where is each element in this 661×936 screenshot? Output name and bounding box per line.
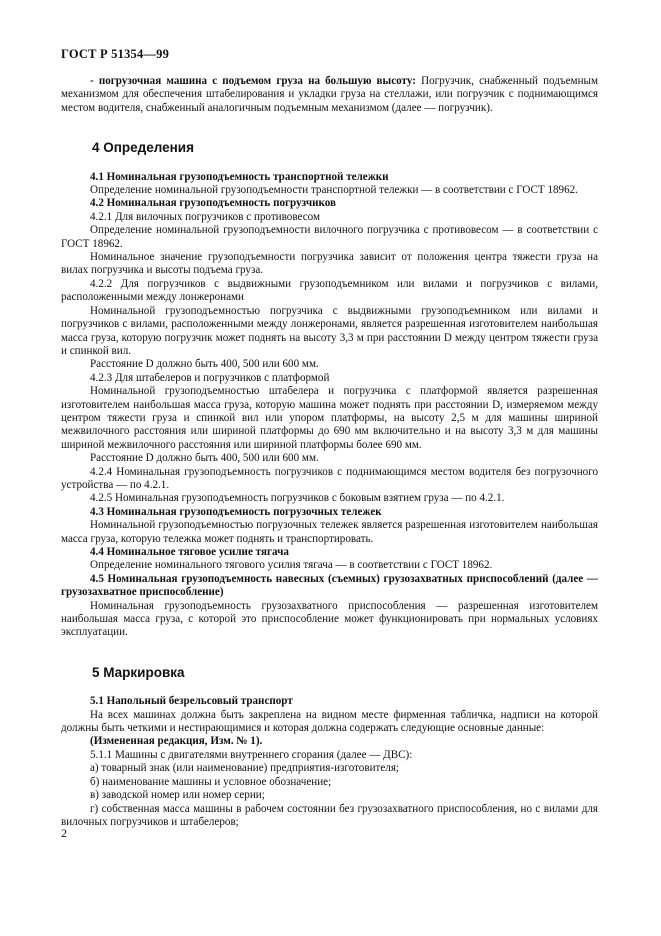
s4-2-4: 4.2.4 Номинальная грузоподъемность погрузчиков с поднимающимся местом водителя без погрузочного устройства — по 4.2.1.: [61, 465, 598, 491]
page-number: 2: [61, 826, 67, 840]
s4-2-1-text2: Номинальное значение грузоподъемности погрузчика зависит от положения центра тяжести груза на вилах погрузчика и высоты подъема груза.: [61, 251, 598, 277]
s5-1-1: 5.1.1 Машины с двигателями внутреннего сгорания (далее — ДВС):: [90, 748, 413, 761]
s4-2-3: 4.2.3 Для штабелеров и погрузчиков с платформой: [90, 371, 330, 384]
s5-1-text: На всех машинах должна быть закреплена на видном месте фирменная табличка, надписи на которой должны быть четкими и нестирающимися и которая должна содержать следующие основные данные:: [61, 708, 598, 735]
s4-2-2: 4.2.2 Для погрузчиков с выдвижными грузоподъемником или вилами и погрузчиков с вилами, расположенными между лонжеронами: [61, 277, 598, 304]
list-item: б) наименование машины и условное обозначение;: [90, 775, 332, 788]
s4-1-title: 4.1 Номинальная грузоподъемность транспортной тележки: [90, 170, 389, 183]
document-code: ГОСТ Р 51354—99: [61, 47, 170, 61]
s4-3-text: Номинальной грузоподъемностью погрузочных тележек является разрешенная изготовителем наибольшая масса груза, которую тележка может поднять и транспортировать.: [61, 519, 598, 545]
s4-5-text: Номинальная грузоподъемность грузозахватного приспособления — разрешенная изготовителем наибольшая масса груза, с которой это приспособление может функционировать при нормальных условиях эксплуатации.: [61, 599, 598, 639]
s4-2-3-distance: Расстояние D должно быть 400, 500 или 600 мм.: [90, 452, 319, 465]
s5-1-edit-note: (Измененная редакция, Изм. № 1).: [90, 735, 263, 748]
s4-2-1-text: Определение номинальной грузоподъемности вилочного погрузчика с противовесом — в соответствии с ГОСТ 18962.: [61, 224, 598, 250]
list-item: г) собственная масса машины в рабочем состоянии без грузозахватного приспособления, но с вилами для вилочных погрузчиков и штабелеров;: [61, 802, 598, 828]
list-item: в) заводской номер или номер серии;: [90, 789, 265, 802]
s4-2-5: 4.2.5 Номинальная грузоподъемность погрузчиков с боковым взятием груза — по 4.2.1.: [90, 492, 505, 505]
s4-2-title: 4.2 Номинальная грузоподъемность погрузчиков: [90, 197, 337, 210]
s4-4-title: 4.4 Номинальное тяговое усилие тягача: [90, 546, 289, 558]
intro-paragraph: [61, 75, 598, 115]
s4-2-2-distance: Расстояние D должно быть 400, 500 или 600 мм.: [90, 358, 319, 371]
s4-1-text: Определение номинальной грузоподъемности транспортной тележки — в соответствии с ГОСТ 18962.: [90, 184, 578, 197]
section-5-heading: 5 Маркировка: [92, 664, 185, 680]
s5-1-title: 5.1 Напольный безрельсовый транспорт: [90, 695, 293, 708]
document-body: [61, 75, 598, 829]
s4-2-1: 4.2.1 Для вилочных погрузчиков с противовесом: [90, 210, 320, 223]
section-4-heading: 4 Определения: [92, 140, 194, 156]
list-item: а) товарный знак (или наименование) предприятия-изготовителя;: [90, 762, 400, 775]
intro-text: Погрузчик, снабженный подъемным механизмом для обеспечения штабелирования и укладки груза на стеллажи, или погрузчик с поднимающимся местом водителя, снабженный аналогичным подъемным механизмом (далее — погрузчик).: [61, 75, 598, 114]
s4-4-text: Определение номинального тягового усилия тягача — в соответствии с ГОСТ 18962.: [90, 559, 493, 572]
s4-3-title: 4.3 Номинальная грузоподъемность погрузочных тележек: [90, 505, 382, 518]
s4-2-3-text: Номинальной грузоподъемностью штабелера и погрузчика с платформой является разрешенная изготовителем наибольшая масса груза, которую машина может поднять при расстоянии D, измеряемом между центром тяжести груза и спинкой вил или упором платформы, на высоту 2,5 м для машины шириной межвилочного расстояния или шириной платформы до 690 мм включительно и на высоту 3,3 м для машины шириной межвилочного расстояния или шириной платформы более 690 мм.: [61, 385, 598, 451]
s4-2-2-text: Номинальной грузоподъемностью погрузчика с выдвижными грузоподъемником или вилами и погрузчиков с вилами, расположенными между лонжеронами, является разрешенная изготовителем наибольшая масса груза, которую погрузчик может поднять на высоту 3,3 м при расстоянии D между центром тяжести груза и спинкой вил.: [61, 304, 598, 357]
intro-term: - погрузочная машина с подъемом груза на большую высоту:: [90, 75, 416, 87]
s4-5-title: 4.5 Номинальная грузоподъемность навесных (съемных) грузозахватных приспособлений (далее — грузозахватное приспособление): [61, 572, 598, 599]
